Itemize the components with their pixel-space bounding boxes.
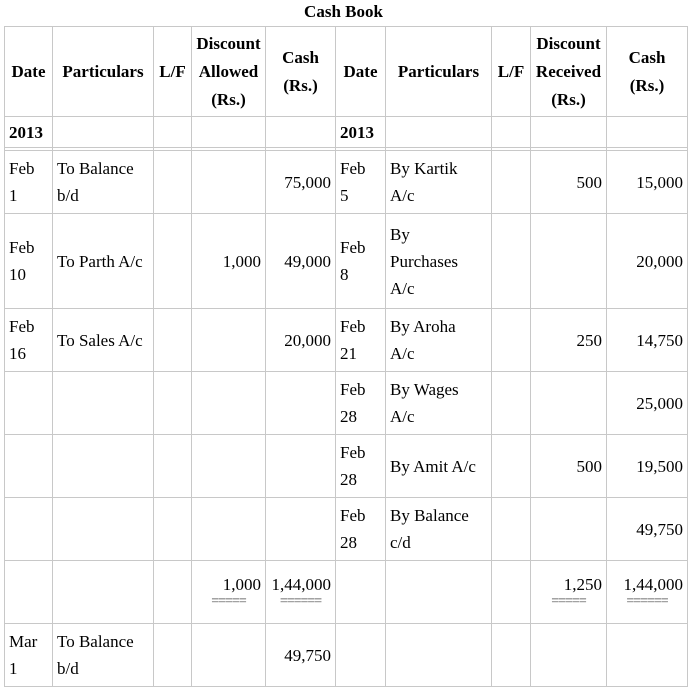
left-cash: 20,000 <box>266 309 336 372</box>
right-discount: 250 <box>531 309 607 372</box>
left-lf <box>154 372 192 435</box>
left-particulars <box>53 498 154 561</box>
right-lf <box>492 435 531 498</box>
total-right-lf <box>492 561 531 624</box>
left-date: Feb 16 <box>5 309 53 372</box>
right-date: Feb 5 <box>336 151 386 214</box>
right-date-header: Date <box>336 27 386 117</box>
left-date <box>5 372 53 435</box>
total-discount-allowed: 1,000 ===== <box>192 561 266 624</box>
right-discount <box>531 372 607 435</box>
closing-balance-row <box>5 624 688 687</box>
right-particulars: By Wages A/c <box>386 372 492 435</box>
right-particulars-header: Particulars <box>386 27 492 117</box>
right-cash: 15,000 <box>607 151 688 214</box>
total-left-cash: 1,44,000 ====== <box>266 561 336 624</box>
total-left-date <box>5 561 53 624</box>
right-lf <box>492 372 531 435</box>
right-date: Feb 28 <box>336 372 386 435</box>
closing-right-empty <box>386 624 492 687</box>
right-lf <box>492 214 531 309</box>
right-cash: 49,750 <box>607 498 688 561</box>
left-cash: 49,000 <box>266 214 336 309</box>
left-lf <box>154 214 192 309</box>
left-cash: 75,000 <box>266 151 336 214</box>
closing-right-empty <box>336 624 386 687</box>
right-particulars: By Purchases A/c <box>386 214 492 309</box>
right-date: Feb 28 <box>336 498 386 561</box>
left-lf <box>154 498 192 561</box>
left-particulars <box>53 372 154 435</box>
left-lf <box>154 435 192 498</box>
cash-book-table <box>4 26 688 687</box>
left-date-header: Date <box>5 27 53 117</box>
left-discount <box>192 498 266 561</box>
left-particulars-header: Particulars <box>53 27 154 117</box>
left-discount <box>192 435 266 498</box>
closing-right-empty <box>607 624 688 687</box>
left-cash <box>266 498 336 561</box>
left-particulars: To Parth A/c <box>53 214 154 309</box>
right-particulars: By Kartik A/c <box>386 151 492 214</box>
left-date <box>5 435 53 498</box>
closing-lf <box>154 624 192 687</box>
left-particulars <box>53 435 154 498</box>
discount-received-header: Discount Received (Rs.) <box>531 27 607 117</box>
table-row <box>5 372 688 435</box>
left-lf <box>154 309 192 372</box>
total-right-particulars <box>386 561 492 624</box>
right-lf <box>492 498 531 561</box>
right-date: Feb 21 <box>336 309 386 372</box>
closing-right-empty <box>492 624 531 687</box>
total-left-particulars <box>53 561 154 624</box>
left-discount <box>192 309 266 372</box>
right-lf-header: L/F <box>492 27 531 117</box>
closing-particulars: To Balance b/d <box>53 624 154 687</box>
table-row <box>5 435 688 498</box>
closing-date: Mar 1 <box>5 624 53 687</box>
totals-row <box>5 561 688 624</box>
right-lf <box>492 151 531 214</box>
table-row <box>5 309 688 372</box>
table-row <box>5 151 688 214</box>
year-row <box>5 117 688 148</box>
right-cash: 19,500 <box>607 435 688 498</box>
left-year: 2013 <box>5 117 53 148</box>
closing-discount <box>192 624 266 687</box>
cash-book-title: Cash Book <box>304 2 383 21</box>
right-date: Feb 28 <box>336 435 386 498</box>
left-discount <box>192 151 266 214</box>
right-particulars: By Amit A/c <box>386 435 492 498</box>
left-cash <box>266 372 336 435</box>
right-particulars: By Balance c/d <box>386 498 492 561</box>
left-cash-header: Cash (Rs.) <box>266 27 336 117</box>
total-left-lf <box>154 561 192 624</box>
header-row <box>5 27 688 117</box>
closing-cash: 49,750 <box>266 624 336 687</box>
right-cash-header: Cash (Rs.) <box>607 27 688 117</box>
left-particulars: To Balance b/d <box>53 151 154 214</box>
table-row <box>5 214 688 309</box>
left-lf-header: L/F <box>154 27 192 117</box>
right-particulars: By Aroha A/c <box>386 309 492 372</box>
right-year: 2013 <box>336 117 386 148</box>
total-right-cash: 1,44,000 ====== <box>607 561 688 624</box>
total-discount-received: 1,250 ===== <box>531 561 607 624</box>
left-discount: 1,000 <box>192 214 266 309</box>
right-cash: 14,750 <box>607 309 688 372</box>
right-discount <box>531 214 607 309</box>
left-date <box>5 498 53 561</box>
right-date: Feb 8 <box>336 214 386 309</box>
left-particulars: To Sales A/c <box>53 309 154 372</box>
table-row <box>5 498 688 561</box>
right-discount: 500 <box>531 151 607 214</box>
right-discount <box>531 498 607 561</box>
left-lf <box>154 151 192 214</box>
right-discount: 500 <box>531 435 607 498</box>
total-right-date <box>336 561 386 624</box>
right-cash: 25,000 <box>607 372 688 435</box>
left-date: Feb 10 <box>5 214 53 309</box>
discount-allowed-header: Discount Allowed (Rs.) <box>192 27 266 117</box>
left-date: Feb 1 <box>5 151 53 214</box>
closing-right-empty <box>531 624 607 687</box>
right-lf <box>492 309 531 372</box>
right-cash: 20,000 <box>607 214 688 309</box>
left-cash <box>266 435 336 498</box>
left-discount <box>192 372 266 435</box>
